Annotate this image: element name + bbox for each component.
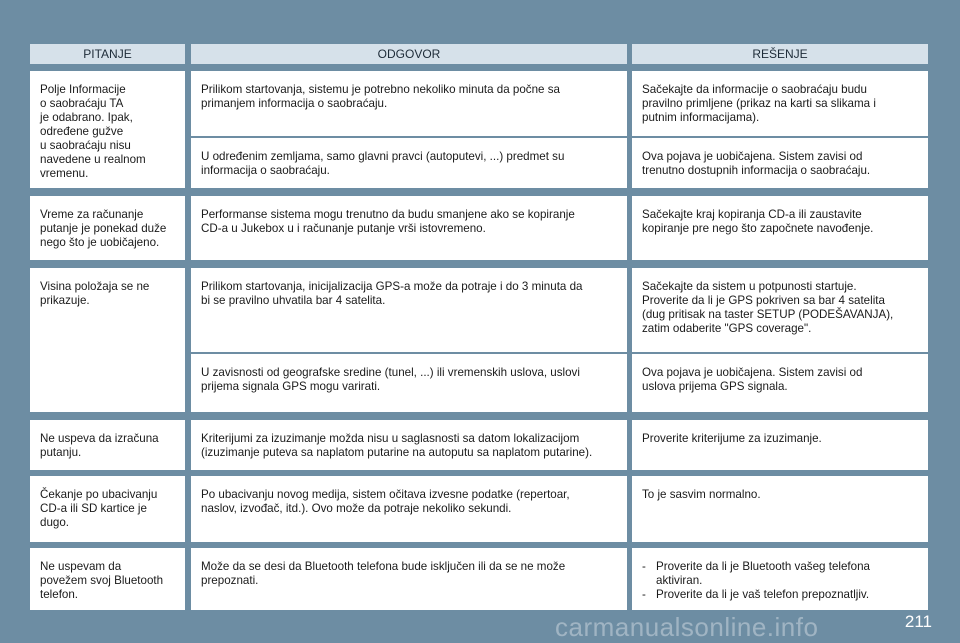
- page-number: 211: [904, 612, 932, 631]
- question-cell: Visina položaja se ne prikazuje.: [30, 268, 185, 412]
- answer-cell: Prilikom startovanja, inicijalizacija GPS-a može da potraje i do 3 minuta da bi se pravilno uhvatila bar 4 satelita.: [191, 268, 627, 352]
- header-pitanje: PITANJE: [30, 44, 185, 64]
- bullet-item: [642, 560, 918, 588]
- solution-cell: Sačekajte da sistem u potpunosti startuje. Proverite da li je GPS pokriven sa bar 4 satelita (dug pritisak na taster SETUP (PODEŠAVANJA), zatim odaberite "GPS coverage".: [632, 268, 928, 352]
- header-odgovor: ODGOVOR: [191, 44, 627, 64]
- answer-cell: U zavisnosti od geografske sredine (tunel, ...) ili vremenskih uslova, uslovi prijema signala GPS mogu varirati.: [191, 354, 627, 412]
- solution-cell: Proverite kriterijume za izuzimanje.: [632, 420, 928, 470]
- question-cell: Ne uspevam da povežem svoj Bluetooth telefon.: [30, 548, 185, 610]
- solution-cell: Ova pojava je uobičajena. Sistem zavisi od uslova prijema GPS signala.: [632, 354, 928, 412]
- bullet-item: [642, 588, 918, 602]
- solution-cell: Sačekajte da informacije o saobraćaju budu pravilno primljene (prikaz na karti sa slikama i putnim informacijama).: [632, 71, 928, 136]
- solution-cell: Sačekajte kraj kopiranja CD-a ili zaustavite kopiranje pre nego što započnete navođenje.: [632, 196, 928, 260]
- question-cell: Ne uspeva da izračuna putanju.: [30, 420, 185, 470]
- answer-cell: Može da se desi da Bluetooth telefona bude isključen ili da se ne može prepoznati.: [191, 548, 627, 610]
- question-cell: Čekanje po ubacivanju CD-a ili SD kartice je dugo.: [30, 476, 185, 542]
- solution-cell: To je sasvim normalno.: [632, 476, 928, 542]
- bullet-text: Proverite da li je Bluetooth vašeg telefona aktiviran.: [656, 560, 870, 587]
- answer-cell: Performanse sistema mogu trenutno da budu smanjene ako se kopiranje CD-a u Jukebox u i računanje putanje vrši istovremeno.: [191, 196, 627, 260]
- bullet-text: Proverite da li je vaš telefon prepoznatljiv.: [656, 588, 870, 601]
- solution-cell: [632, 548, 928, 610]
- header-resenje: REŠENJE: [632, 44, 928, 64]
- question-cell: Vreme za računanje putanje je ponekad duže nego što je uobičajeno.: [30, 196, 185, 260]
- answer-cell: Po ubacivanju novog medija, sistem očitava izvesne podatke (repertoar, naslov, izvođač, itd.). Ovo može da potraje nekoliko sekundi.: [191, 476, 627, 542]
- answer-cell: Kriterijumi za izuzimanje možda nisu u saglasnosti sa datom lokalizacijom (izuzimanje puteva sa naplatom putarine na autoputu sa naplatom putarine).: [191, 420, 627, 470]
- answer-cell: U određenim zemljama, samo glavni pravci (autoputevi, ...) predmet su informacija o saobraćaju.: [191, 138, 627, 188]
- bullet-dash: -: [642, 560, 646, 573]
- bullet-dash: -: [642, 588, 646, 601]
- solution-cell: Ova pojava je uobičajena. Sistem zavisi od trenutno dostupnih informacija o saobraćaju.: [632, 138, 928, 188]
- question-cell: Polje Informacije o saobraćaju TA je odabrano. Ipak, određene gužve u saobraćaju nisu navedene u realnom vremenu.: [30, 71, 185, 188]
- watermark: carmanualsonline.info: [555, 612, 819, 642]
- answer-cell: Prilikom startovanja, sistemu je potrebno nekoliko minuta da počne sa primanjem informacija o saobraćaju.: [191, 71, 627, 136]
